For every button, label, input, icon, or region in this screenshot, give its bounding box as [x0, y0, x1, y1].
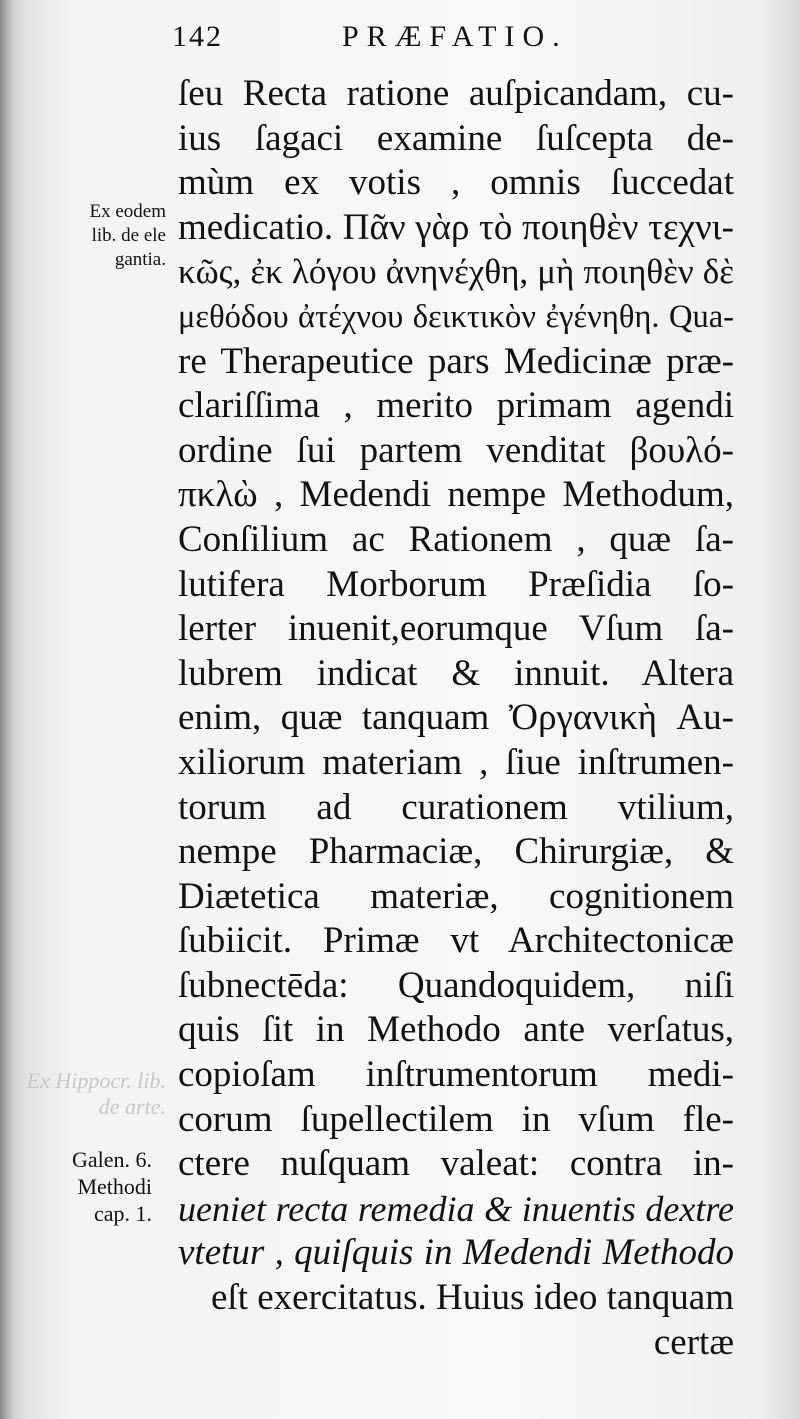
text-line: torum ad curationem vtilium, — [178, 786, 734, 828]
text-line: lutifera Morborum Præſidia ſo- — [178, 563, 734, 605]
text-line: Conſilium ac Rationem , quæ ſa- — [178, 518, 734, 560]
text-line: ueniet recta remedia & inuentis dextre — [178, 1188, 734, 1229]
text-line: quis ſit in Methodo ante verſatus, — [178, 1009, 734, 1051]
margin-note-line: lib. de ele — [91, 225, 166, 246]
text-line: re Therapeutice pars Medicinæ præ- — [178, 340, 734, 382]
margin-note-line: cap. 1. — [93, 1201, 152, 1226]
text-line: ſubiicit. Primæ vt Architectonicæ — [178, 920, 734, 962]
show-through-text: Ex Hippocr. lib. de arte. — [26, 1068, 166, 1119]
text-line: enim, quæ tanquam Ὀργανικὴ Au- — [178, 697, 734, 739]
page-number: 142 — [172, 20, 223, 53]
text-line: nempe Pharmaciæ, Chirurgiæ, & — [178, 831, 734, 873]
margin-note-line: gantia. — [114, 249, 166, 270]
text-line: ius ſagaci examine ſuſcepta de- — [178, 117, 734, 159]
running-head: PRÆFATIO. — [342, 20, 568, 53]
text-line: ſeu Recta ratione auſpicandam, cu- — [178, 73, 734, 114]
text-line: corum ſupellectilem in vſum fle- — [178, 1098, 734, 1140]
margin-note-line: Galen. 6. — [71, 1147, 152, 1172]
main-text-block — [178, 72, 734, 1365]
text-line: clariſſima , merito primam agendi — [178, 385, 734, 427]
margin-note-line: Ex eodem — [89, 201, 166, 222]
text-line: xiliorum materiam , ſiue inſtrumen- — [178, 741, 734, 783]
text-line: mùm ex votis , omnis ſuccedat — [178, 162, 734, 204]
text-line: lerter inuenit,eorumque Vſum ſa- — [178, 608, 734, 650]
text-line: πκλὼ , Medendi nempe Methodum, — [178, 474, 734, 516]
text-line: copioſam inſtrumentorum medi- — [178, 1054, 734, 1096]
margin-note-galen — [30, 1146, 152, 1227]
text-line: medicatio. Πᾶν γὰρ τὸ ποιηθὲν τεχνι- — [178, 206, 734, 248]
text-line: eſt exercitatus. Huius ideo tanquam — [211, 1277, 734, 1319]
margin-note-line: Methodi — [77, 1174, 152, 1199]
text-line: ordine ſui partem venditat βουλό- — [178, 429, 734, 471]
text-line: lubrem indicat & innuit. Altera — [178, 652, 734, 694]
page-header — [172, 12, 712, 56]
binding-gutter — [0, 0, 12, 1419]
catchword: certæ — [653, 1321, 734, 1363]
text-line: ctere nuſquam valeat: contra in- — [178, 1143, 734, 1185]
text-line: vtetur , quiſquis in Medendi Methodo — [178, 1232, 734, 1274]
margin-note-eodem — [30, 200, 166, 272]
text-line: ſubnectēda: Quandoquidem, niſi — [178, 964, 734, 1006]
text-line: κῶς, ἐκ λόγου ἀνηνέχθη, μὴ ποιηθὲν δὲ — [178, 252, 734, 292]
text-line: Diætetica materiæ, cognitionem — [178, 875, 734, 917]
text-line: μεθόδου ἀτέχνου δεικτικὸν ἐγένηθη. Qua- — [178, 298, 734, 335]
